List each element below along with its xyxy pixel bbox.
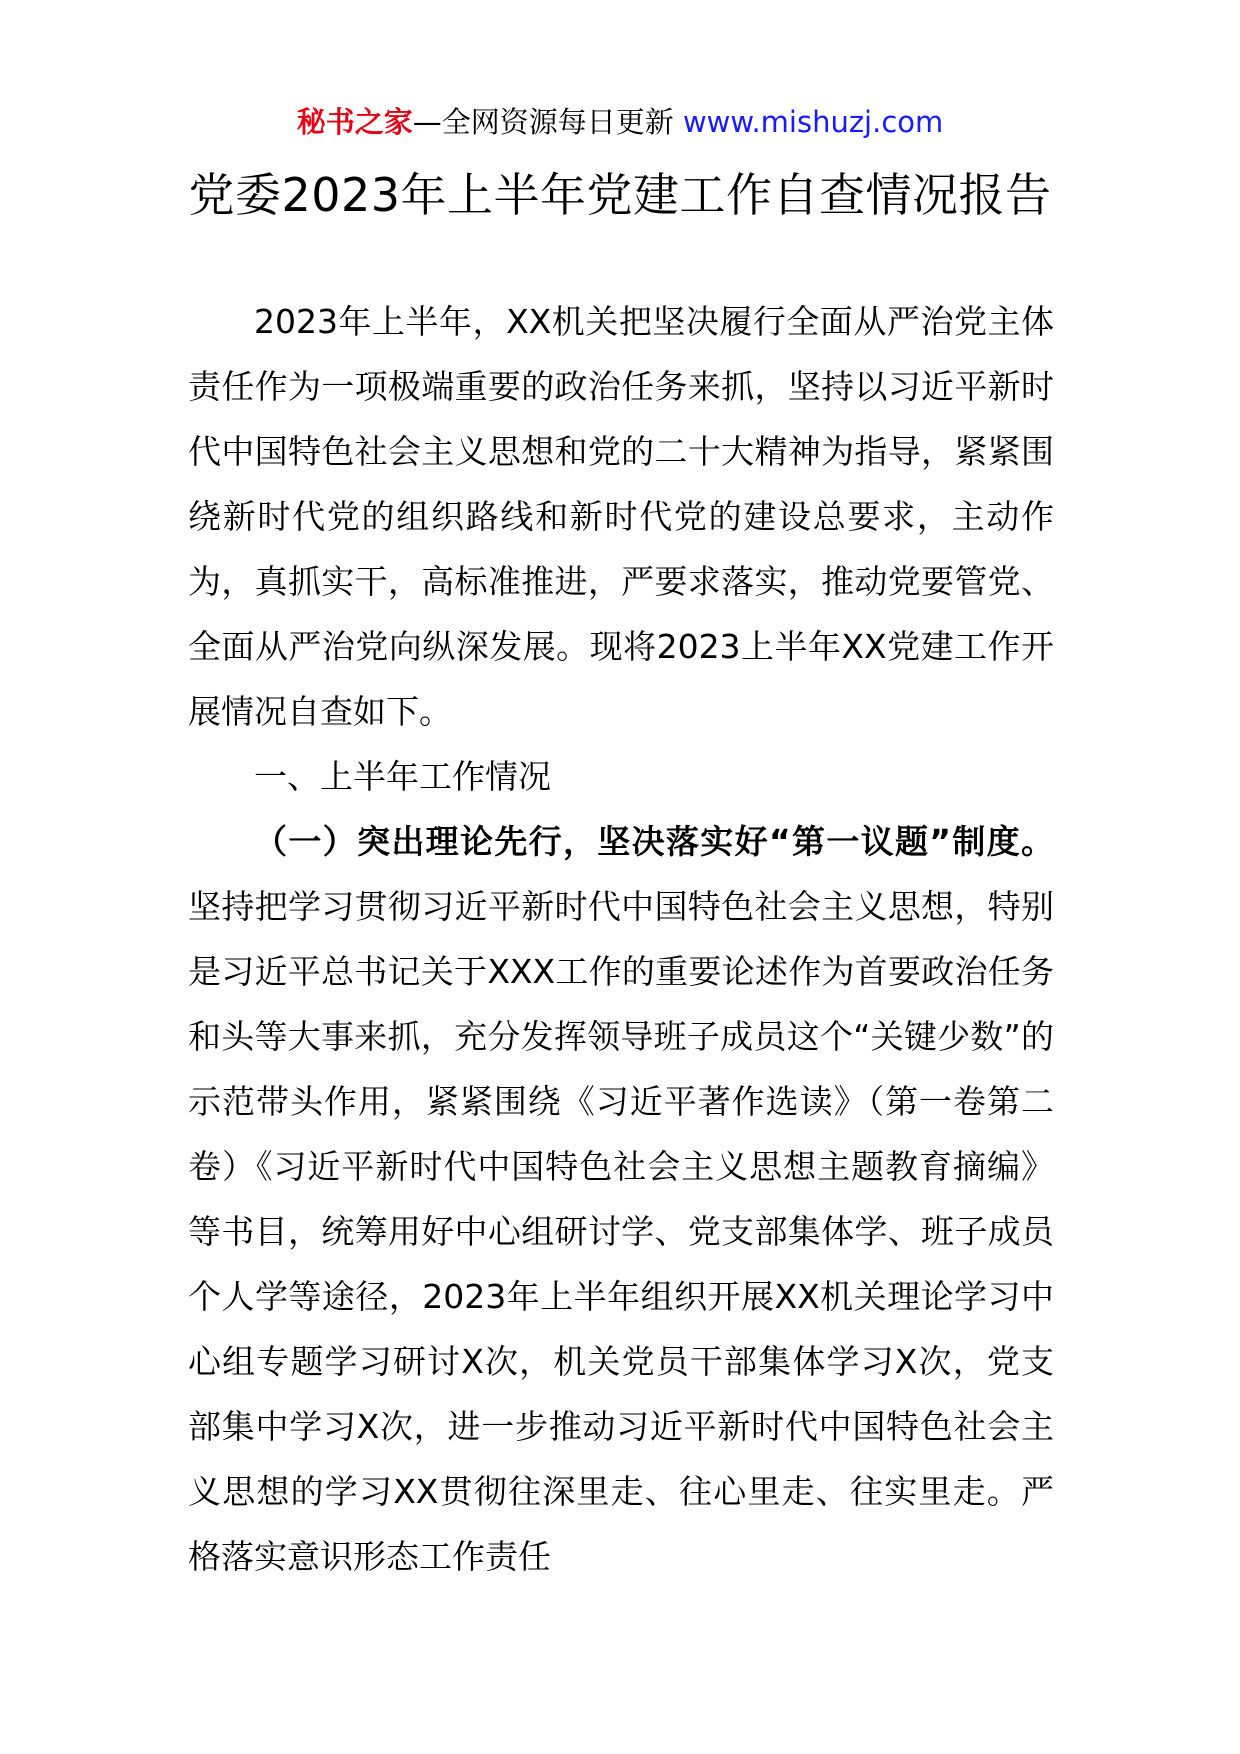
header-tagline: —全网资源每日更新: [412, 105, 683, 139]
subsection-heading: （一）突出理论先行，坚决落实好“第一议题”制度。: [254, 822, 1054, 861]
section-heading-block: [188, 744, 1054, 809]
intro-paragraph: 2023年上半年，XX机关把坚决履行全面从严治党主体责任作为一项极端重要的政治任务来抓，坚持以习近平新时代中国特色社会主义思想和党的二十大精神为指导，紧紧围绕新时代党的组织路线和新时代党的建设总要求，主动作为，真抓实干，高标准推进，严要求落实，推动党要管党、全面从严治党向纵深发展。现将2023上半年XX党建工作开展情况自查如下。: [188, 302, 1054, 731]
site-header: [0, 102, 1240, 142]
subsection-block: [188, 809, 1054, 1589]
section-heading: 一、上半年工作情况: [254, 757, 551, 796]
brand-name: 秘书之家: [296, 105, 413, 139]
document-title: 党委2023年上半年党建工作自查情况报告: [188, 168, 1052, 222]
subsection-paragraph: [188, 809, 1054, 1589]
subsection-text: 坚持把学习贯彻习近平新时代中国特色社会主义思想，特别是习近平总书记关于XXX工作的重要论述作为首要政治任务和头等大事来抓，充分发挥领导班子成员这个“关键少数”的示范带头作用，紧紧围绕《习近平著作选读》（第一卷第二卷）《习近平新时代中国特色社会主义思想主题教育摘编》等书目，统筹用好中心组研讨学、党支部集体学、班子成员个人学等途径，2023年上半年组织开展XX机关理论学习中心组专题学习研讨X次，机关党员干部集体学习X次，党支部集中学习X次，进一步推动习近平新时代中国特色社会主义思想的学习XX贯彻往深里走、往心里走、往实里走。严格落实意识形态工作责任: [188, 887, 1054, 1576]
site-url-link[interactable]: www.mishuzj.com: [682, 105, 944, 139]
intro-section: [188, 289, 1054, 744]
